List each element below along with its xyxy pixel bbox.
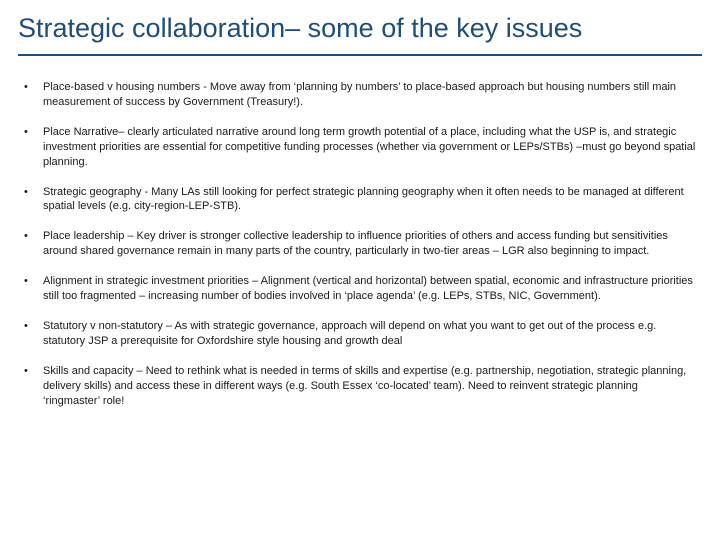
bullet-item-strategic-geography	[24, 185, 696, 215]
bullet-text: Alignment in strategic investment priorities – Alignment (vertical and horizontal) between spatial, economic and infrastructure priorities still too fragmented – increasing number of bodies involved in ‘place agenda’ (e.g. LEPs, STBs, NIC, Government).	[43, 275, 693, 303]
bullet-item-place-leadership	[24, 229, 696, 259]
bullet-icon: •	[24, 319, 28, 332]
title-divider	[18, 54, 702, 56]
bullet-list	[24, 80, 696, 424]
bullet-item-statutory	[24, 319, 696, 349]
bullet-text: Place Narrative– clearly articulated narrative around long term growth potential of a place, including what the USP is, and strategic investment priorities are essential for competitive funding processes (whether via government or LEPs/STBs) –must go beyond spatial planning.	[43, 125, 696, 168]
bullet-text: Place-based v housing numbers - Move away from ‘planning by numbers’ to place-based approach but housing numbers still main measurement of success by Government (Treasury!).	[43, 81, 677, 108]
bullet-icon: •	[24, 81, 28, 93]
bullet-text: Skills and capacity – Need to rethink what is needed in terms of skills and expertise (e.g. partnership, negotiation, strategic planning, delivery skills) and access these in different ways (e.g. South Essex ‘co-located’ team). Need to reinvent strategic planning ‘ringmaster’ role!	[43, 364, 687, 407]
bullet-icon: •	[24, 275, 28, 288]
bullet-text: Statutory v non-statutory – As with strategic governance, approach will depend on what you want to get out of the process e.g. statutory JSP a prerequisite for Oxfordshire style housing and growth deal	[43, 319, 657, 347]
slide-title: Strategic collaboration– some of the key issues	[18, 13, 583, 43]
bullet-item-investment-alignment	[24, 274, 696, 304]
bullet-text: Place leadership – Key driver is stronger collective leadership to influence priorities of others and access funding but sensitivities around shared governance remain in many parts of the country, particularly in two-tier areas – LGR also beginning to impact.	[43, 230, 668, 258]
bullet-item-skills-capacity	[24, 364, 696, 409]
bullet-item-place-narrative	[24, 125, 696, 170]
bullet-item-place-based-housing	[24, 80, 696, 110]
bullet-icon: •	[24, 185, 28, 198]
bullet-icon: •	[24, 364, 28, 377]
bullet-text: Strategic geography - Many LAs still looking for perfect strategic planning geography when it often needs to be managed at different spatial levels (e.g. city-region-LEP-STB).	[43, 185, 684, 213]
bullet-icon: •	[24, 230, 28, 243]
bullet-icon: •	[24, 125, 28, 138]
